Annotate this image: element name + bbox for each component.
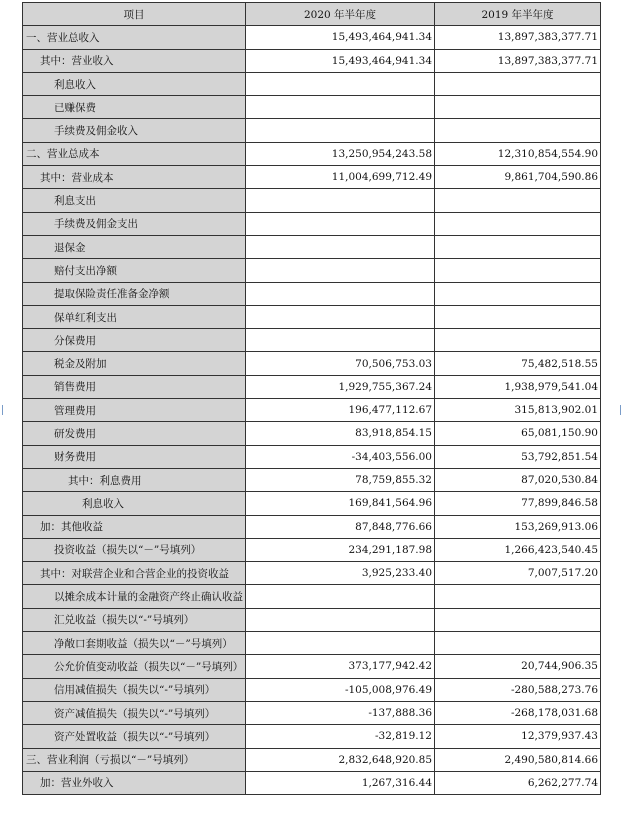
value-2020: 15,493,464,941.34 [246,26,435,49]
row-label: 销售费用 [23,375,246,398]
table-row [23,468,601,491]
table-row [23,748,601,771]
row-label: 加：营业外收入 [23,771,246,794]
value-2019 [435,608,601,631]
row-label: 管理费用 [23,399,246,422]
row-label: 信用减值损失（损失以“-”号填列） [23,678,246,701]
table-row [23,49,601,72]
row-label: 分保费用 [23,329,246,352]
value-2020 [246,96,435,119]
row-label: 税金及附加 [23,352,246,375]
value-2019: 9,861,704,590.86 [435,166,601,189]
table-row [23,515,601,538]
value-2019: 2,490,580,814.66 [435,748,601,771]
value-2019 [435,212,601,235]
table-row [23,212,601,235]
table-row [23,701,601,724]
row-label: 手续费及佣金支出 [23,212,246,235]
value-2019 [435,305,601,328]
row-label: 资产减值损失（损失以“-”号填列） [23,701,246,724]
row-label: 提取保险责任准备金净额 [23,282,246,305]
value-2019: 153,269,913.06 [435,515,601,538]
table-row [23,399,601,422]
value-2019: 53,792,851.54 [435,445,601,468]
value-2019: 1,938,979,541.04 [435,375,601,398]
value-2020: -34,403,556.00 [246,445,435,468]
value-2019: 6,262,277.74 [435,771,601,794]
row-label: 公允价值变动收益（损失以“－”号填列） [23,655,246,678]
value-2019 [435,282,601,305]
row-label: 其中：营业成本 [23,166,246,189]
value-2020: 83,918,854.15 [246,422,435,445]
table-row [23,352,601,375]
value-2020 [246,608,435,631]
page-edge-mark-right [620,405,621,415]
table-row [23,678,601,701]
value-2020 [246,212,435,235]
value-2020: 373,177,942.42 [246,655,435,678]
header-2020: 2020 年半年度 [246,3,435,26]
table-row [23,282,601,305]
value-2019 [435,96,601,119]
value-2020 [246,72,435,95]
row-label: 手续费及佣金收入 [23,119,246,142]
table-row [23,259,601,282]
value-2019 [435,72,601,95]
table-row [23,305,601,328]
value-2019: 12,379,937.43 [435,725,601,748]
row-label: 投资收益（损失以“－”号填列） [23,538,246,561]
table-row [23,96,601,119]
table-row [23,725,601,748]
table-row [23,235,601,258]
header-2019: 2019 年半年度 [435,3,601,26]
header-row [23,3,601,26]
value-2020 [246,235,435,258]
value-2020 [246,189,435,212]
table-row [23,538,601,561]
row-label: 财务费用 [23,445,246,468]
table-row [23,492,601,515]
value-2019 [435,329,601,352]
row-label: 其中：利息费用 [23,468,246,491]
table-row [23,608,601,631]
value-2020: -137,888.36 [246,701,435,724]
value-2019: -268,178,031.68 [435,701,601,724]
table-row [23,189,601,212]
value-2020: 1,929,755,367.24 [246,375,435,398]
table-row [23,72,601,95]
value-2020 [246,259,435,282]
value-2019: 65,081,150.90 [435,422,601,445]
table-row [23,166,601,189]
value-2019: 13,897,383,377.71 [435,49,601,72]
value-2019: 1,266,423,540.45 [435,538,601,561]
table-row [23,329,601,352]
value-2019 [435,235,601,258]
table-row [23,26,601,49]
table-row [23,142,601,165]
value-2020: 234,291,187.98 [246,538,435,561]
row-label: 三、营业利润（亏损以“－”号填列） [23,748,246,771]
value-2020 [246,282,435,305]
row-label: 退保金 [23,235,246,258]
row-label: 其中：对联营企业和合营企业的投资收益 [23,562,246,585]
row-label: 汇兑收益（损失以“-”号填列） [23,608,246,631]
value-2020: 11,004,699,712.49 [246,166,435,189]
value-2019: 87,020,530.84 [435,468,601,491]
row-label: 研发费用 [23,422,246,445]
table-row [23,119,601,142]
value-2019: 75,482,518.55 [435,352,601,375]
value-2020 [246,305,435,328]
value-2020: 2,832,648,920.85 [246,748,435,771]
value-2020: 169,841,564.96 [246,492,435,515]
value-2020: 87,848,776.66 [246,515,435,538]
value-2019 [435,585,601,608]
value-2020: -105,008,976.49 [246,678,435,701]
value-2020 [246,585,435,608]
value-2019 [435,259,601,282]
row-label: 利息支出 [23,189,246,212]
value-2019: 77,899,846.58 [435,492,601,515]
value-2020 [246,632,435,655]
row-label: 其中：营业收入 [23,49,246,72]
row-label: 加：其他收益 [23,515,246,538]
row-label: 赔付支出净额 [23,259,246,282]
row-label: 净敞口套期收益（损失以“－”号填列） [23,632,246,655]
value-2019: 315,813,902.01 [435,399,601,422]
income-statement-table [22,2,601,795]
row-label: 保单红利支出 [23,305,246,328]
row-label: 利息收入 [23,72,246,95]
value-2020 [246,119,435,142]
value-2019: 7,007,517.20 [435,562,601,585]
value-2020 [246,329,435,352]
row-label: 利息收入 [23,492,246,515]
table-row [23,375,601,398]
row-label: 已赚保费 [23,96,246,119]
value-2019 [435,632,601,655]
header-item: 项目 [23,3,246,26]
value-2020: 13,250,954,243.58 [246,142,435,165]
table-row [23,655,601,678]
row-label: 资产处置收益（损失以“-”号填列） [23,725,246,748]
value-2020: 1,267,316.44 [246,771,435,794]
value-2019: 12,310,854,554.90 [435,142,601,165]
value-2020: 3,925,233.40 [246,562,435,585]
value-2020: 15,493,464,941.34 [246,49,435,72]
table-row [23,562,601,585]
value-2020: 70,506,753.03 [246,352,435,375]
value-2020: 78,759,855.32 [246,468,435,491]
row-label: 一、营业总收入 [23,26,246,49]
row-label: 以摊余成本计量的金融资产终止确认收益 [23,585,246,608]
value-2020: -32,819.12 [246,725,435,748]
table-row [23,585,601,608]
row-label: 二、营业总成本 [23,142,246,165]
value-2019: -280,588,273.76 [435,678,601,701]
value-2019: 13,897,383,377.71 [435,26,601,49]
value-2020: 196,477,112.67 [246,399,435,422]
table-row [23,422,601,445]
table-row [23,445,601,468]
page-edge-mark-left [2,405,3,415]
value-2019: 20,744,906.35 [435,655,601,678]
value-2019 [435,189,601,212]
table-row [23,771,601,794]
value-2019 [435,119,601,142]
table-row [23,632,601,655]
